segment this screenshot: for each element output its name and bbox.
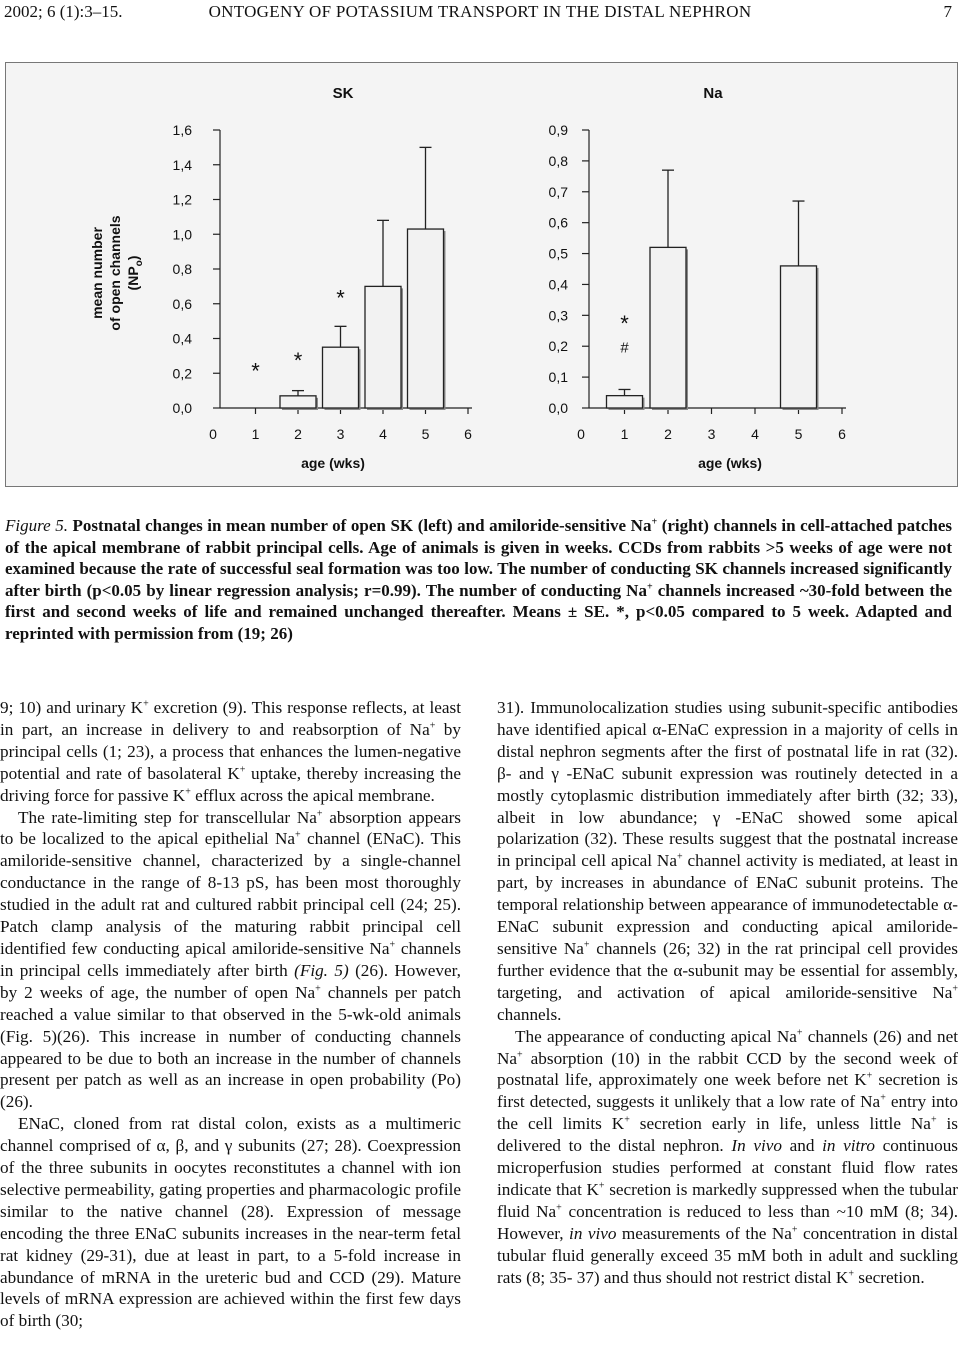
chart1-x-axis-label: age (wks): [301, 455, 365, 471]
caption-sup-2: +: [646, 580, 653, 592]
chart2-x-tick-label: 3: [707, 426, 716, 442]
chart2-y-tick-label: 0,8: [548, 152, 568, 169]
chart1-x-tick-label: 1: [251, 426, 260, 442]
chart2-x-tick-label: 0: [577, 426, 585, 442]
paragraph: The rate-limiting step for transcellular Na+ absorption appears to be localized to the apical epithelial Na+ channel (ENaC). This amiloride-sensitive channel, characterized by a single-channel conductance in the range of 8-13 pS, has been most thoroughly studied in the adult rat and cultured rabbit principal cell (24; 25). Patch clamp analysis of the maturing rabbit principal cell identified few conducting apical amiloride-sensitive Na+ channels in principal cells immediately after birth (Fig. 5) (26). However, by 2 weeks of age, the number of open Na+ channels per patch reached a value similar to that observed in the 5-wk-old animals (Fig. 5)(26). This increase in number of conducting channels appeared to be due to both an increase in the number of channels present per patch as well as an increase in open probability (Po) (26).: [0, 807, 461, 1112]
paragraph: ENaC, cloned from rat distal colon, exists as a multimeric channel comprised of α, β, and γ subunits (27; 28). Coexpression of the three subunits in oocytes reconstitutes a channel with ion selective permeability, gating properties and pharmacologic profile similar to the native channel (28). Expression of message encoding the three ENaC subunits increases in the near-term fetal rat kidney (29-31), due at least in part, to a 5-fold increase in abundance of mRNA in the ureteric bud and CCD (29). Mature levels of mRNA expression are achieved within the first few days of birth (30;: [0, 1114, 461, 1331]
chart1-x-tick-label: 5: [421, 426, 430, 442]
chart2-bar: [607, 396, 643, 408]
body-column-left: [0, 697, 461, 1332]
chart2-y-tick-label: 0,7: [548, 183, 568, 200]
chart2-y-tick-label: 0,6: [548, 214, 568, 231]
chart1-bar: [323, 347, 359, 408]
chart1-y-tick-label: 0,8: [172, 261, 192, 277]
chart2-bar: [650, 247, 686, 408]
paragraph: 31). Immunolocalization studies using subunit-specific antibodies have identified apical α-ENaC expression in a majority of cells in distal nephron segments after the first of postnatal life in rat (32). β- and γ -ENaC subunit expression was routinely detected in a mostly cytoplasmic distribution immediately after birth (32; 33), albeit in low abundance; γ -ENaC showed some apical polarization (32). These results suggest that the postnatal increase in principal cell apical Na+ channel activity is mediated, at least in part, by increases in abundance of ENaC subunit proteins. The temporal relationship between appearance of immunodetectable α-ENaC subunit expression and conducting apical amiloride-sensitive Na+ channels (26; 32) in the rat principal cell provides further evidence that the α-subunit may be essential for assembly, targeting, and activation of apical amiloride-sensitive Na+ channels.: [497, 698, 958, 1024]
chart1-x-tick-label: 2: [294, 426, 302, 442]
chart1-y-tick-label: 0,0: [172, 400, 192, 416]
chart2-x-tick-label: 4: [751, 426, 759, 442]
y-label-npo: $(NP_o)$: [125, 255, 145, 291]
chart1-y-tick-label: 0,4: [172, 330, 192, 347]
chart1-title: SK: [332, 85, 354, 102]
chart1-x-tick-label: 0: [209, 426, 217, 442]
figure-label: Figure 5.: [5, 516, 68, 535]
chart2-x-tick-label: 2: [664, 426, 672, 442]
chart2-y-tick-label: 0,9: [548, 122, 568, 138]
body-column-right: [497, 697, 958, 1288]
chart1-significance-mark: *: [293, 348, 303, 374]
chart2-y-tick-label: 0,1: [548, 369, 568, 386]
chart2-y-tick-label: 0,2: [548, 338, 568, 355]
chart2-x-tick-label: 6: [838, 426, 846, 442]
caption-sup-1: +: [651, 516, 658, 528]
paragraph: The appearance of conducting apical Na+ channels (26) and net Na+ absorption (10) in the rabbit CCD by the second week of postnatal life, approximately one week before net K+ secretion is first detected, suggests it unlikely that a low rate of Na+ entry into the cell limits K+ secretion early in life, unless little Na+ is delivered to the distal nephron. In vivo and in vitro continuous microperfusion studies performed at constant fluid flow rates indicate that K+ secretion is markedly suppressed when the tubular fluid Na+ concentration is reduced to less than ~10 mM (8; 34). However, in vivo measurements of the Na+ concentration in distal tubular fluid generally exceed 35 mM both in adult and suckling rats (8; 35- 37) and thus should not restrict distal K+ secretion.: [497, 1026, 958, 1287]
chart2-bar: [781, 266, 817, 408]
running-title: ONTOGENY OF POTASSIUM TRANSPORT IN THE DISTAL NEPHRON: [208, 2, 752, 21]
caption-text-1: Postnatal changes in mean number of open SK (left) and amiloride-sensitive Na: [67, 516, 652, 535]
chart1-x-tick-label: 4: [379, 426, 387, 442]
journal-citation: 2002; 6 (1):3–15.: [4, 2, 123, 21]
chart1-y-axis-label: [89, 215, 145, 330]
chart1-y-tick-label: 0,6: [172, 295, 192, 312]
chart2-significance-mark: *: [620, 310, 629, 336]
chart2-title: Na: [703, 85, 723, 102]
chart2-y-tick-label: 0,5: [548, 245, 568, 262]
chart2-y-tick-label: 0,4: [548, 276, 568, 293]
caption-text-3: channels increased ~30-fold between the first and second weeks of life and remained unchanged thereafter. Means ± SE. *, p<0.05 compared to 5 week. Adapted and reprinted with permission from (19; 26): [5, 580, 953, 643]
chart2-y-tick-label: 0,0: [548, 400, 568, 416]
chart1-y-tick-label: 1,6: [172, 122, 192, 138]
chart1-bar: [280, 396, 316, 408]
chart1-significance-mark: *: [336, 285, 345, 311]
chart2-x-tick-label: 1: [620, 426, 629, 442]
figure-caption: [5, 515, 952, 644]
chart2-x-axis-label: age (wks): [698, 455, 762, 471]
chart1-x-tick-label: 6: [464, 426, 472, 442]
chart1-bar: [365, 286, 401, 408]
chart1-y-tick-label: 0,2: [172, 365, 192, 382]
chart1-x-tick-label: 3: [336, 426, 345, 442]
y-label-line-2: of open channels: [107, 215, 123, 331]
paragraph: 9; 10) and urinary K+ excretion (9). This response reflects, at least in part, an increase in delivery to and reabsorption of Na+ by principal cells (1; 23), a process that enhances the lumen-negative potential and rate of basolateral K+ uptake, thereby increasing the driving force for passive K+ efflux across the apical membrane.: [0, 698, 461, 805]
figure-5-charts: [6, 63, 957, 486]
chart2-significance-mark: #: [620, 339, 629, 357]
page-number: 7: [943, 2, 952, 21]
chart1-y-tick-label: 1,2: [172, 191, 192, 208]
chart1-y-tick-label: 1,4: [172, 156, 192, 173]
y-label-line-1: mean number: [89, 227, 105, 319]
chart1-significance-mark: *: [251, 358, 260, 384]
chart2-x-tick-label: 5: [794, 426, 803, 442]
chart2-y-tick-label: 0,3: [548, 307, 568, 324]
caption-text-2: (right) channels in cell-attached patches of the apical membrane of rabbit principal cells. Age of animals is given in weeks. CCDs from rabbits >5 weeks of age were not examined because the rate of successful seal formation was too low. The number of conducting SK channels increased significantly after birth (p<0.05 by linear regression analysis; r=0.99). The number of conducting Na: [5, 516, 953, 600]
chart1-y-tick-label: 1,0: [172, 226, 192, 243]
running-header: [0, 0, 960, 26]
figure-5: [5, 62, 958, 487]
chart1-bar: [408, 229, 444, 408]
